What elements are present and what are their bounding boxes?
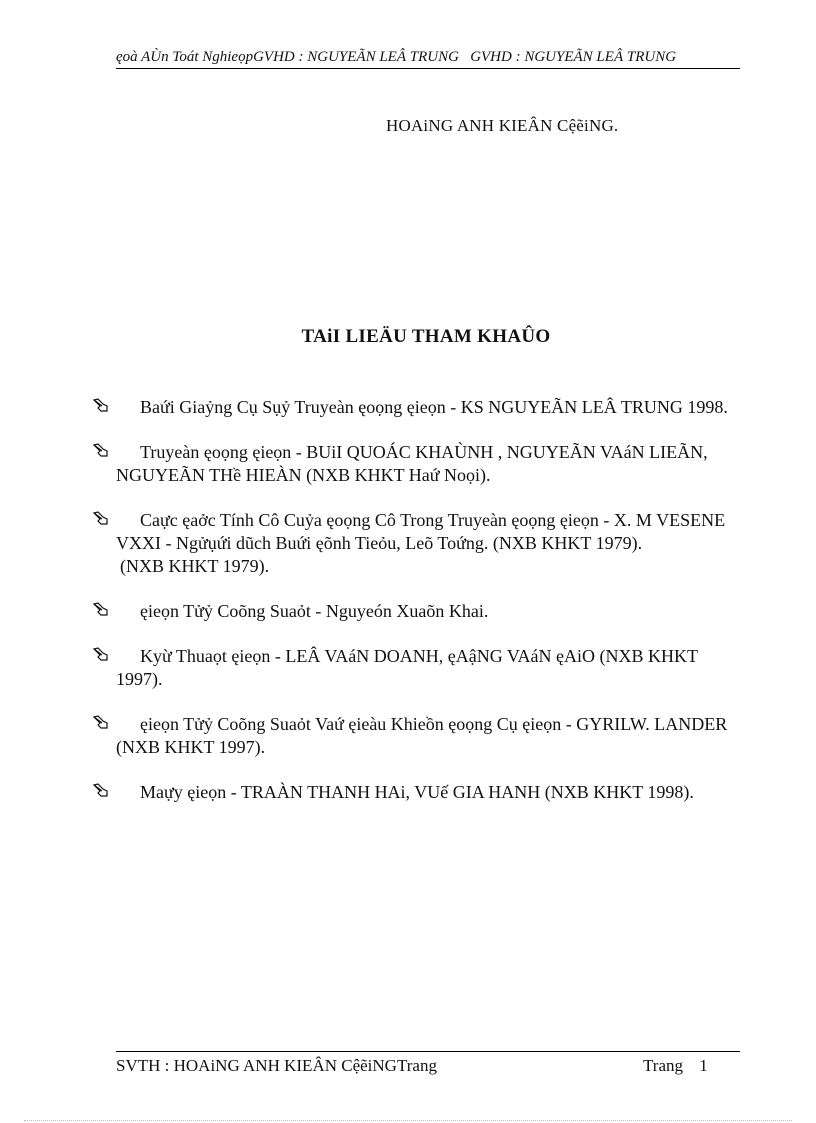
page-number: 1 bbox=[699, 1056, 708, 1075]
page-footer bbox=[116, 1051, 740, 1076]
reference-item bbox=[116, 396, 728, 419]
reference-text: Caực ęaởc Tính Cô Cuỷa ęoọng Cô Trong Truyeàn ęoọng ęieọn - X. M VESENE VXXI - Ngửụứi dũch Buứi ęõnh Tieỏu, Leõ Toứng. (NXB KHKT 1979). bbox=[116, 510, 726, 553]
header-text-repeat: GVHD : NGUYEÃN LEÂ TRUNG bbox=[470, 49, 677, 65]
page-number-block bbox=[643, 1056, 708, 1076]
reference-text: ęieọn Tửỷ Coõng Suaỏt Vaứ ęieàu Khieồn ęoọng Cụ ęieọn - GYRILW. LANDER (NXB KHKT 1997). bbox=[116, 714, 728, 757]
reference-item bbox=[116, 600, 728, 623]
hand-pointer-icon bbox=[92, 397, 110, 415]
author-line: HOAiNG ANH KIEÂN CệẽiNG. bbox=[386, 116, 619, 135]
hand-pointer-icon bbox=[92, 714, 110, 732]
header-text: ęoà AÙn Toát NghieọpGVHD : NGUYEÃN LEÂ TRUNG bbox=[116, 49, 459, 65]
footer-author: SVTH : HOAiNG ANH KIEÂN CệẽiNGTrang bbox=[116, 1056, 437, 1075]
page-edge-divider bbox=[24, 1120, 792, 1121]
hand-pointer-icon bbox=[92, 442, 110, 460]
reference-text: ęieọn Tửỷ Coõng Suaỏt - Nguyeón Xuaõn Khai. bbox=[140, 601, 489, 621]
reference-text: Maựy ęieọn - TRAÀN THANH HAi, VUế GIA HANH (NXB KHKT 1998). bbox=[140, 782, 694, 802]
hand-pointer-icon bbox=[92, 646, 110, 664]
reference-list bbox=[116, 396, 728, 826]
hand-pointer-icon bbox=[92, 601, 110, 619]
reference-text: Truyeàn ęoọng ęieọn - BUiI QUOÁC KHAÙNH , NGUYEÃN VAáN LIEÃN, NGUYEÃN THề HIEÀN (NXB KHKT Haứ Noọi). bbox=[116, 442, 708, 485]
hand-pointer-icon bbox=[92, 782, 110, 800]
hand-pointer-icon bbox=[92, 510, 110, 528]
reference-text: Baứi Giaỷng Cụ Sụỷ Truyeàn ęoọng ęieọn - KS NGUYEÃN LEÂ TRUNG 1998. bbox=[140, 397, 728, 417]
reference-text: Kyừ Thuaọt ęieọn - LEÂ VAáN DOANH, ęAậNG VAáN ęAiO (NXB KHKT 1997). bbox=[116, 646, 698, 689]
reference-item bbox=[116, 509, 728, 578]
reference-item bbox=[116, 645, 728, 691]
page-header bbox=[116, 48, 740, 69]
page-label: Trang bbox=[643, 1056, 683, 1075]
reference-item bbox=[116, 713, 728, 759]
reference-item bbox=[116, 781, 728, 804]
section-title: TAiI LIEÄU THAM KHAÛO bbox=[301, 326, 551, 347]
reference-extra-line: (NXB KHKT 1979). bbox=[120, 556, 270, 576]
reference-item bbox=[116, 441, 728, 487]
